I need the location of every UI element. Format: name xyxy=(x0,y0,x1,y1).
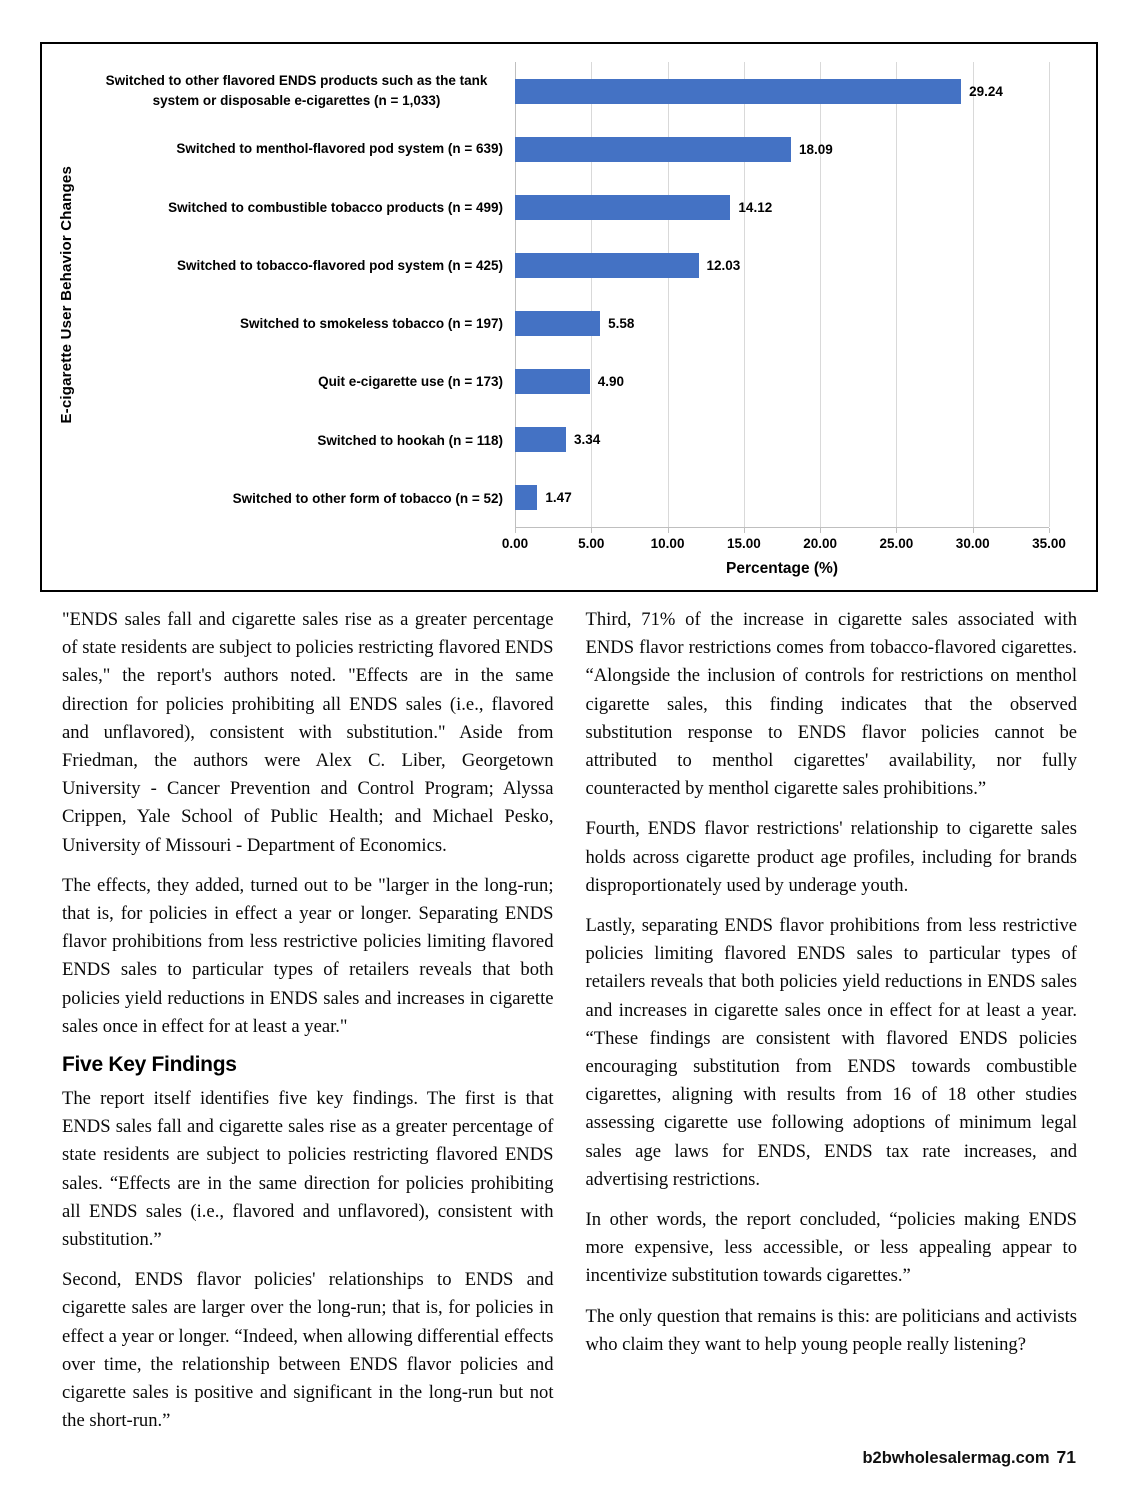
chart-bar-row xyxy=(515,295,1049,353)
article-body xyxy=(62,606,1077,1447)
bar-value-label: 29.24 xyxy=(969,83,1003,99)
bar-value-label: 5.58 xyxy=(608,316,635,332)
x-axis-tick-area xyxy=(501,528,1066,558)
bar xyxy=(515,427,566,452)
x-axis-tick-label: 0.00 xyxy=(501,536,529,551)
chart-category-label: Switched to menthol-flavored pod system (n = 639) xyxy=(176,141,503,157)
x-axis-tick-label: 25.00 xyxy=(879,536,914,551)
paragraph: In other words, the report concluded, “policies making ENDS more expensive, less accessible, or less appealing appear to incentivize substitution towards cigarettes.” xyxy=(585,1209,1077,1287)
bar-value-label: 3.34 xyxy=(573,432,601,448)
x-axis-spacer xyxy=(42,528,515,558)
gridline xyxy=(1049,62,1050,527)
chart-plot-area xyxy=(515,62,1049,528)
x-axis-tick-label: 10.00 xyxy=(650,536,685,551)
bar xyxy=(515,195,730,220)
section-heading: Five Key Findings xyxy=(62,1053,237,1077)
paragraph: Fourth, ENDS flavor restrictions' relationship to cigarette sales holds across cigarette product age profiles, including for brands disproportionately used by underage youth. xyxy=(585,818,1077,896)
x-axis-tick-label: 30.00 xyxy=(955,536,990,551)
chart-category-label: Switched to smokeless tobacco (n = 197) xyxy=(240,316,503,331)
bar-value-label: 18.09 xyxy=(799,141,833,157)
paragraph: "ENDS sales fall and cigarette sales rise as a greater percentage of state residents are subject to policies restricting flavored ENDS sales," the report's authors noted. "Effects are in the same direction for policies prohibiting all ENDS sales (i.e., flavored and unflavored), consistent with substitution." Aside from Friedman, the authors were Alex C. Liber, Georgetown University - Cancer Prevention and Control Program; Alyssa Crippen, Yale School of Public Health; and Michael Pesko, University of Missouri - Department of Economics. xyxy=(62,609,554,856)
paragraph: The only question that remains is this: are politicians and activists who claim they want to help young people really listening? xyxy=(585,1305,1077,1355)
x-axis-title-spacer xyxy=(42,558,515,590)
bar xyxy=(515,137,791,162)
bar-value-label: 4.90 xyxy=(597,374,625,390)
chart-bar-row xyxy=(515,411,1049,469)
paragraph: Lastly, separating ENDS flavor prohibitions from less restrictive policies limiting flavored ENDS sales to particular types of retailers reveals that both policies yield reductions in ENDS sales and increases in cigarette sales once in effect for at least a year. “These findings are consistent with flavored ENDS policies encouraging substitution from ENDS towards combustible cigarettes, aligning with results from 16 of 18 other studies assessing cigarette use following adoptions of minimum legal sales age laws for ENDS, ENDS tax rate increases, and advertising restrictions. xyxy=(585,915,1077,1190)
chart-category-label: Switched to hookah (n = 118) xyxy=(317,432,503,448)
chart-bar-row xyxy=(515,62,1049,120)
chart-body xyxy=(42,62,1096,528)
x-axis-tick-label: 35.00 xyxy=(1032,536,1066,551)
bar xyxy=(515,311,600,336)
chart-category-label: Quit e-cigarette use (n = 173) xyxy=(318,374,503,390)
paragraph: The report itself identifies five key findings. The first is that ENDS sales fall and cigarette sales rise as a greater percentage of state residents are subject to policies restricting flavored ENDS sales. “Effects are in the same direction for policies prohibiting all ENDS sales (i.e., flavored and unflavored), consistent with substitution.” xyxy=(62,1088,554,1251)
x-axis-tick-label: 5.00 xyxy=(578,536,605,551)
bar xyxy=(515,79,961,104)
x-axis-title: Percentage (%) xyxy=(726,560,838,577)
left-column xyxy=(62,606,554,1447)
x-axis xyxy=(42,528,1096,558)
page-number: 71 xyxy=(1056,1447,1076,1467)
x-axis-tick-mark xyxy=(1049,528,1050,533)
website-url: b2bwholesalermag.com xyxy=(862,1449,1050,1467)
x-axis-title-row xyxy=(42,558,1096,590)
y-axis-title: E-cigarette User Behavior Changes xyxy=(57,166,75,424)
chart-category-label: Switched to combustible tobacco products (n = 499) xyxy=(168,199,503,215)
x-axis-tick-mark xyxy=(515,528,516,533)
chart-inner xyxy=(42,44,1096,590)
paragraph: Third, 71% of the increase in cigarette sales associated with ENDS flavor restrictions comes from tobacco-flavored cigarettes. “Alongside the inclusion of controls for restrictions on menthol cigarette sales, this finding indicates that the observed substitution response to ENDS flavor policies cannot be attributed to menthol cigarettes' availability, nor fully counteracted by menthol cigarette sales prohibitions.” xyxy=(585,609,1077,800)
bar xyxy=(515,369,590,394)
chart-bar-row xyxy=(515,353,1049,411)
x-axis-tick-mark xyxy=(668,528,669,533)
x-axis-tick-mark xyxy=(591,528,592,533)
bar-value-label: 12.03 xyxy=(706,257,741,273)
chart-category-label: Switched to other flavored ENDS products such as the tank system or disposable e-cigarettes (n = 1,033) xyxy=(105,72,488,109)
chart-category-labels xyxy=(90,62,515,528)
x-axis-tick-mark xyxy=(744,528,745,533)
x-axis-tick-mark xyxy=(896,528,897,533)
chart-bar-rows xyxy=(515,62,1049,527)
chart-bar-row xyxy=(515,120,1049,178)
right-column xyxy=(586,606,1078,1447)
bar-value-label: 14.12 xyxy=(738,199,773,215)
bar xyxy=(515,485,537,510)
x-axis-tick-mark xyxy=(820,528,821,533)
bar xyxy=(515,253,699,278)
x-axis-tick-label: 15.00 xyxy=(726,536,761,551)
x-axis-tick-label: 20.00 xyxy=(803,536,838,551)
chart-category-label: Switched to tobacco-flavored pod system (n = 425) xyxy=(177,257,503,273)
chart-bar-row xyxy=(515,178,1049,236)
paragraph: Second, ENDS flavor policies' relationships to ENDS and cigarette sales are larger over the long-run; that is, for policies in effect a year or longer. “Indeed, when allowing differential effects over time, the relationship between ENDS flavor policies and cigarette sales is positive and significant in the long-run but not the short-run.” xyxy=(62,1269,554,1432)
paragraph: The effects, they added, turned out to be "larger in the long-run; that is, for policies in effect a year or longer. Separating ENDS flavor prohibitions from less restrictive policies limiting flavored ENDS sales to particular types of retailers reveals that both policies yield reductions in ENDS sales and increases in cigarette sales once in effect for at least a year." xyxy=(62,874,554,1037)
page-footer xyxy=(862,1447,1076,1468)
chart-bar-row xyxy=(515,236,1049,294)
chart-bar-row xyxy=(515,469,1049,527)
y-axis-title-column xyxy=(42,62,90,528)
chart-category-label: Switched to other form of tobacco (n = 52) xyxy=(232,490,503,506)
ends-behavior-chart xyxy=(40,42,1098,592)
bar-value-label: 1.47 xyxy=(545,490,572,506)
x-axis-tick-mark xyxy=(973,528,974,533)
